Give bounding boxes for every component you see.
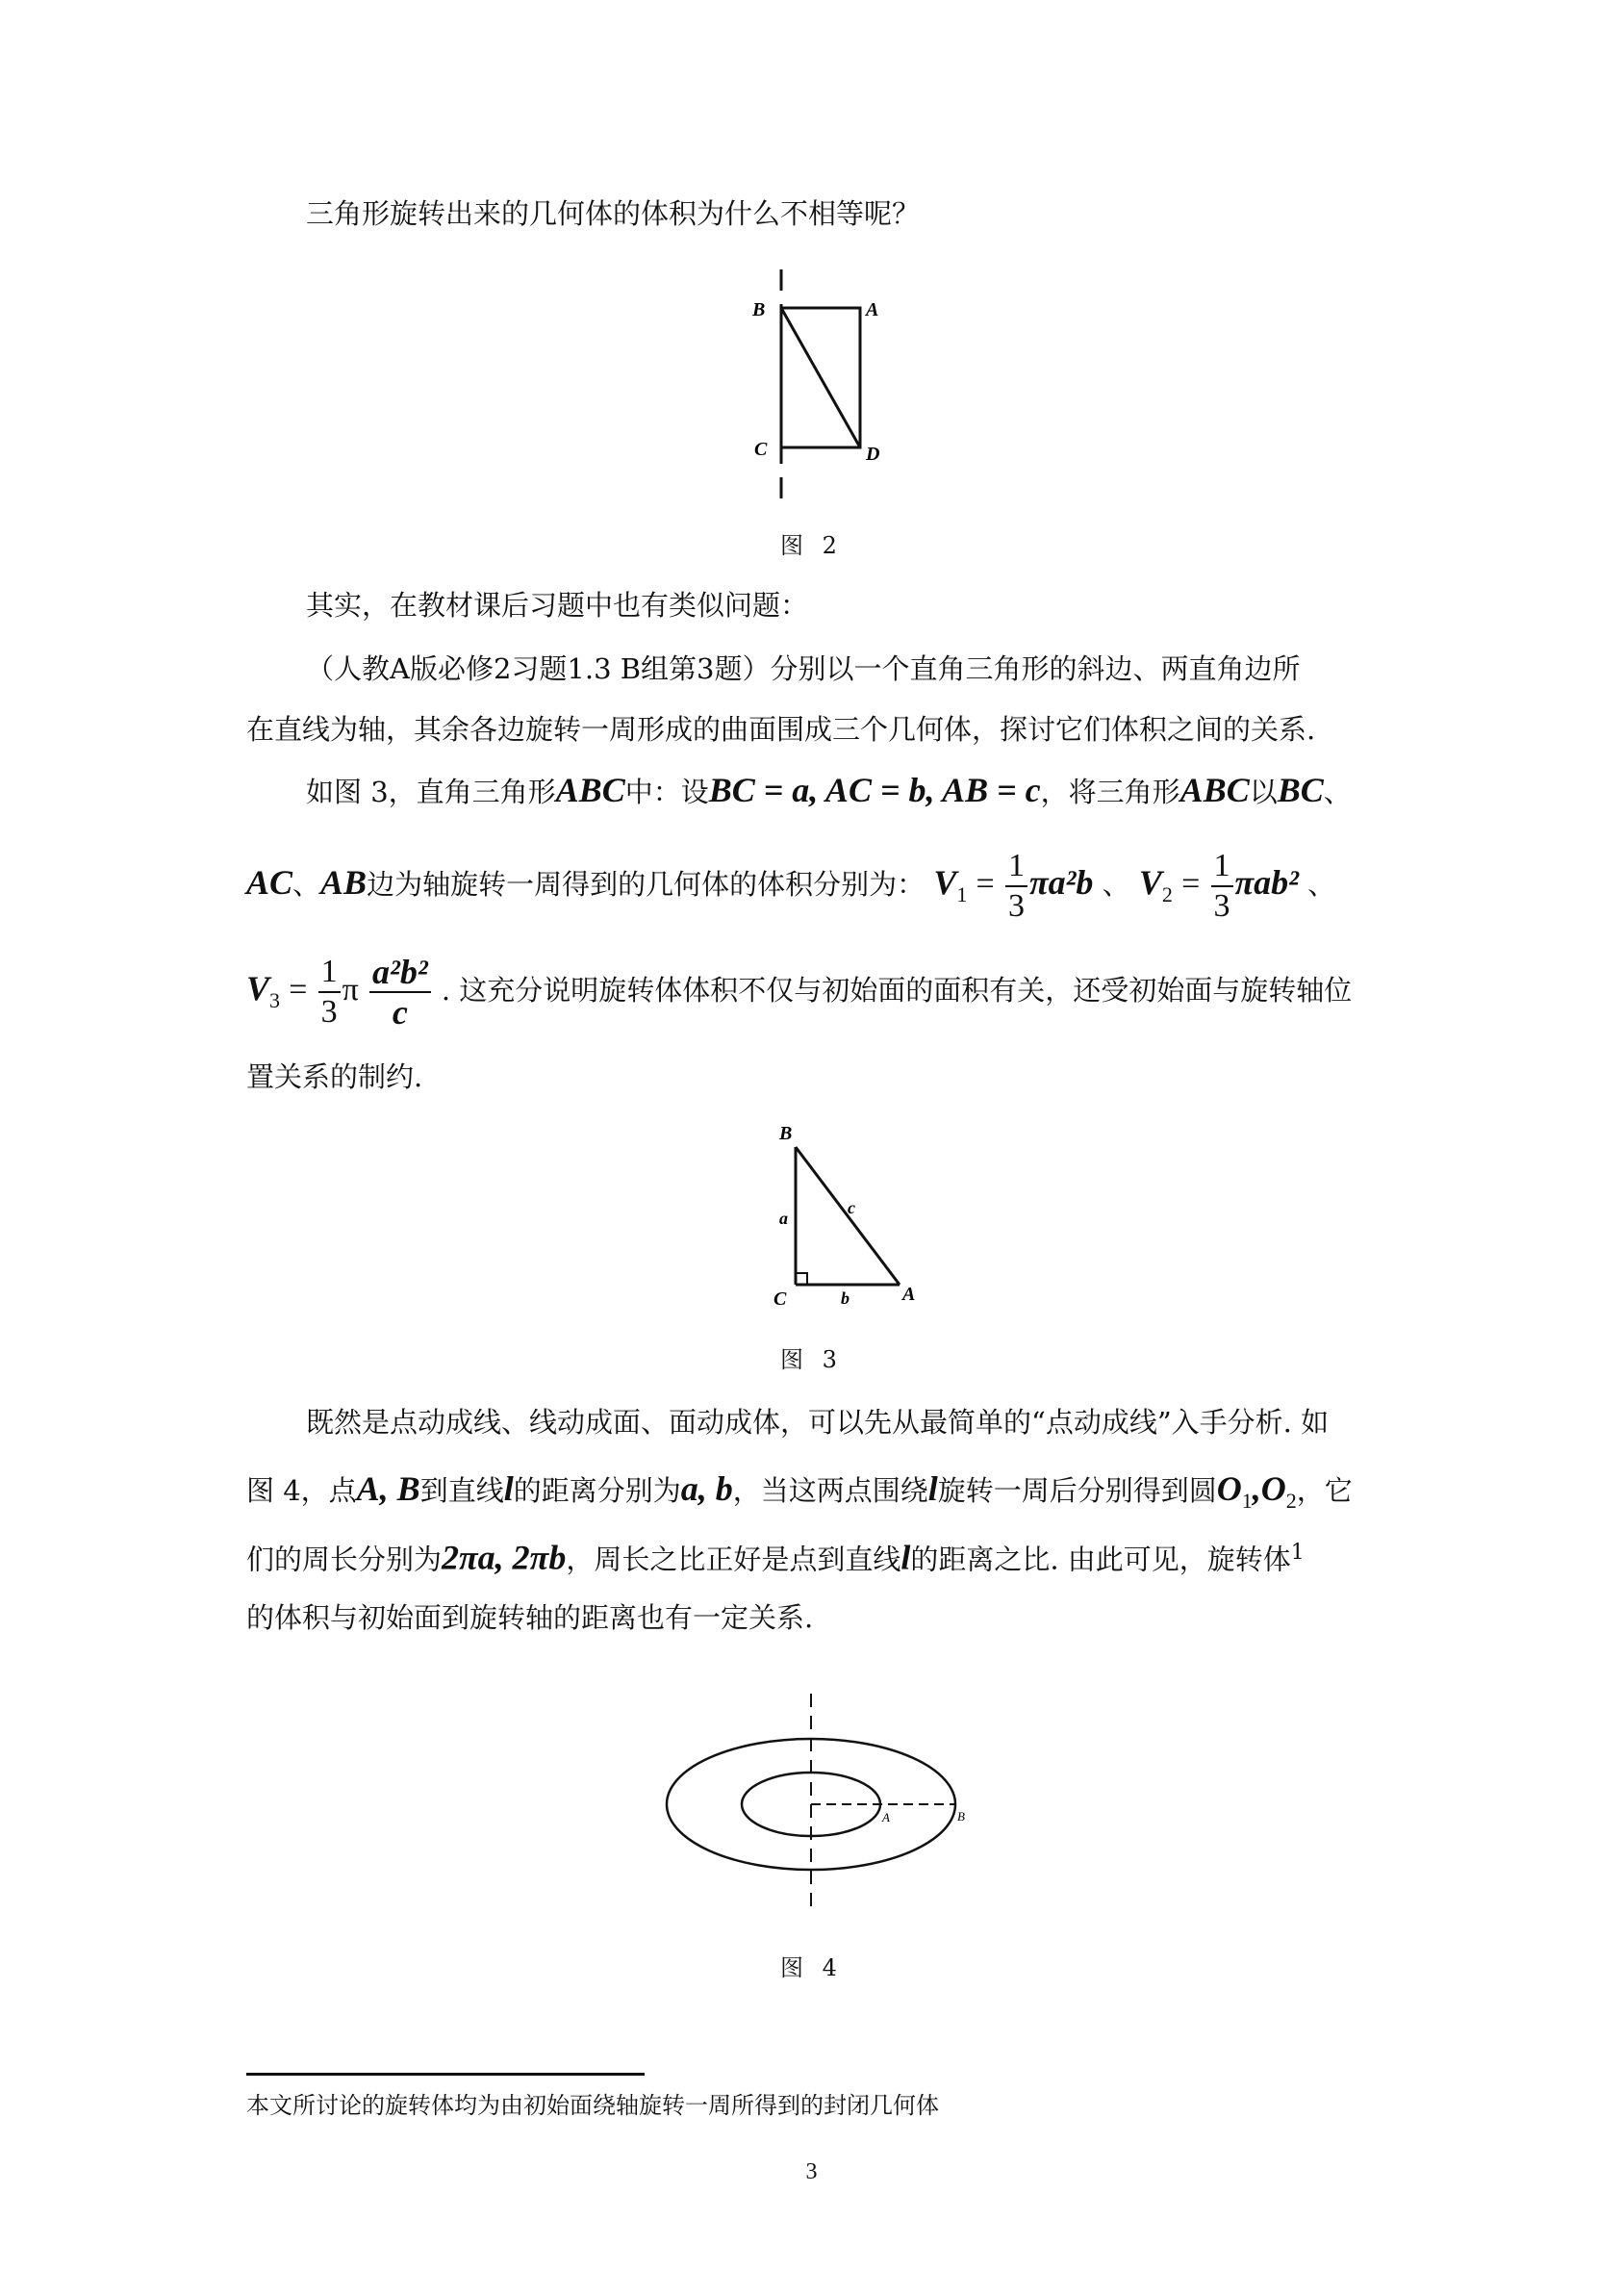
figure-4-concentric-circles-diagram — [664, 1689, 981, 1920]
text-run: ，将三角形 — [1040, 776, 1180, 808]
fig2-label-b: B — [752, 299, 766, 320]
fig2-label-d: D — [866, 444, 880, 465]
page-number: 3 — [805, 2159, 818, 2184]
paragraph-textbook-line2: 在直线为轴，其余各边旋转一周形成的曲面围成三个几何体，探讨它们体积之间的关系. — [246, 713, 1316, 746]
math-equals: = — [1181, 866, 1201, 902]
paragraph-conclusion: 的体积与初始面到旋转轴的距离也有一定关系. — [246, 1601, 814, 1634]
math-line-l: l — [927, 1469, 938, 1508]
math-abc: ABC — [1179, 771, 1250, 809]
fig3-label-side-c: c — [848, 1198, 855, 1217]
fig4-label-b: B — [957, 1809, 965, 1824]
fig3-label-c: C — [773, 1288, 787, 1309]
text-run: 的距离分别为 — [513, 1474, 681, 1507]
math-v1: $V_1$ — [933, 863, 968, 907]
math-circumferences: 2πa, 2πb — [442, 1538, 567, 1577]
text-run: ，周长之比正好是点到直线 — [566, 1543, 901, 1576]
paragraph-setup-line1 — [306, 771, 1451, 809]
paragraph-constraint: 置关系的制约. — [246, 1060, 423, 1093]
fig2-label-a: A — [866, 299, 879, 320]
figure-3-caption: 图 3 — [780, 1346, 843, 1373]
math-ab: AB — [320, 863, 368, 902]
math-equals: = — [289, 972, 308, 1008]
figure-3-right-triangle-diagram — [760, 1116, 933, 1309]
text-run: 、 — [1307, 868, 1336, 901]
math-line-l: l — [503, 1469, 514, 1508]
text-run: 、 — [292, 868, 321, 901]
math-v2-expression: πab² — [1234, 863, 1299, 902]
fraction-v3: $\frac{\text{a²b²}}{c}$ — [369, 953, 431, 1032]
text-run: ，当这两点围绕 — [732, 1474, 928, 1507]
fig3-label-side-a: a — [779, 1209, 788, 1228]
text-run: 、 — [1323, 776, 1352, 808]
math-line-l: l — [900, 1538, 911, 1577]
paragraph-point-motion: 既然是点动成线、线动成面、面动成体，可以先从最简单的“点动成线”入手分析. 如 — [306, 1406, 1330, 1439]
math-ac: AC — [246, 863, 293, 902]
text-run: 边为轴旋转一周得到的几何体的体积分别为： — [367, 868, 926, 901]
text-run: 的距离之比. 由此可见，旋转体 — [910, 1543, 1291, 1576]
text-run: 到直线 — [419, 1474, 504, 1507]
footnote-text: 本文所讨论的旋转体均为由初始面绕轴旋转一周所得到的封闭几何体 — [246, 2092, 939, 2119]
text-run: 如图 3，直角三角形 — [306, 776, 556, 808]
figure-2-caption: 图 2 — [780, 532, 843, 559]
fraction-one-third: $\frac{1}{3}$ — [318, 953, 341, 1032]
fig2-label-c: C — [754, 439, 768, 460]
paragraph-setup-line3 — [246, 953, 1391, 1032]
footnote-marker: 1 — [1290, 1541, 1305, 1565]
fig4-label-a: A — [882, 1810, 890, 1824]
paragraph-setup-line2 — [246, 847, 1391, 926]
paragraph-question: 三角形旋转出来的几何体的体积为什么不相等呢？ — [306, 197, 921, 230]
paragraph-circles-line2 — [246, 1537, 1391, 1576]
fraction-one-third: $\frac{1}{3}$ — [1211, 847, 1233, 926]
paragraph-textbook-line1: （人教A版必修2习题1.3 B组第3题）分别以一个直角三角形的斜边、两直角边所 — [306, 652, 1301, 685]
math-v1-expression: πa²b — [1028, 863, 1094, 902]
math-bc: BC — [1277, 771, 1324, 809]
text-run: 图 4，点 — [246, 1474, 357, 1507]
fig3-label-b: B — [779, 1123, 793, 1144]
figure-2-rectangle-diagram — [731, 260, 895, 510]
fig2-diagonal — [781, 308, 860, 447]
fig3-right-angle-marker — [796, 1273, 807, 1285]
math-distances: a, b — [680, 1469, 733, 1508]
figure-4-caption: 图 4 — [780, 1954, 843, 1981]
math-equals: = — [976, 866, 995, 902]
math-v2: $V_2$ — [1138, 863, 1173, 907]
math-abc: ABC — [555, 771, 625, 809]
math-side-definitions: BC = a, AC = b, AB = c — [708, 771, 1041, 809]
text-run: 中：设 — [624, 776, 709, 808]
fig3-label-side-b: b — [841, 1288, 850, 1308]
math-circles: $O_1,O_2$ — [1216, 1469, 1297, 1514]
paragraph-intro: 其实，在教材课后习题中也有类似问题： — [306, 589, 809, 622]
text-run: 旋转一周后分别得到圆 — [937, 1474, 1217, 1507]
math-v3: $V_3$ — [246, 969, 281, 1013]
text-run: 以 — [1249, 776, 1278, 808]
text-run: 们的周长分别为 — [246, 1543, 443, 1576]
math-points-ab: A, B — [356, 1469, 420, 1508]
fraction-one-third: $\frac{1}{3}$ — [1005, 847, 1027, 926]
text-run: 、 — [1102, 868, 1130, 901]
footnote-separator — [246, 2073, 645, 2076]
text-run: ，它 — [1296, 1474, 1353, 1507]
text-run: . 这充分说明旋转体体积不仅与初始面的面积有关，还受初始面与旋转轴位 — [441, 974, 1353, 1007]
math-pi: π — [342, 972, 359, 1008]
fig3-label-a: A — [902, 1284, 916, 1305]
paragraph-circles-line1 — [246, 1469, 1391, 1518]
